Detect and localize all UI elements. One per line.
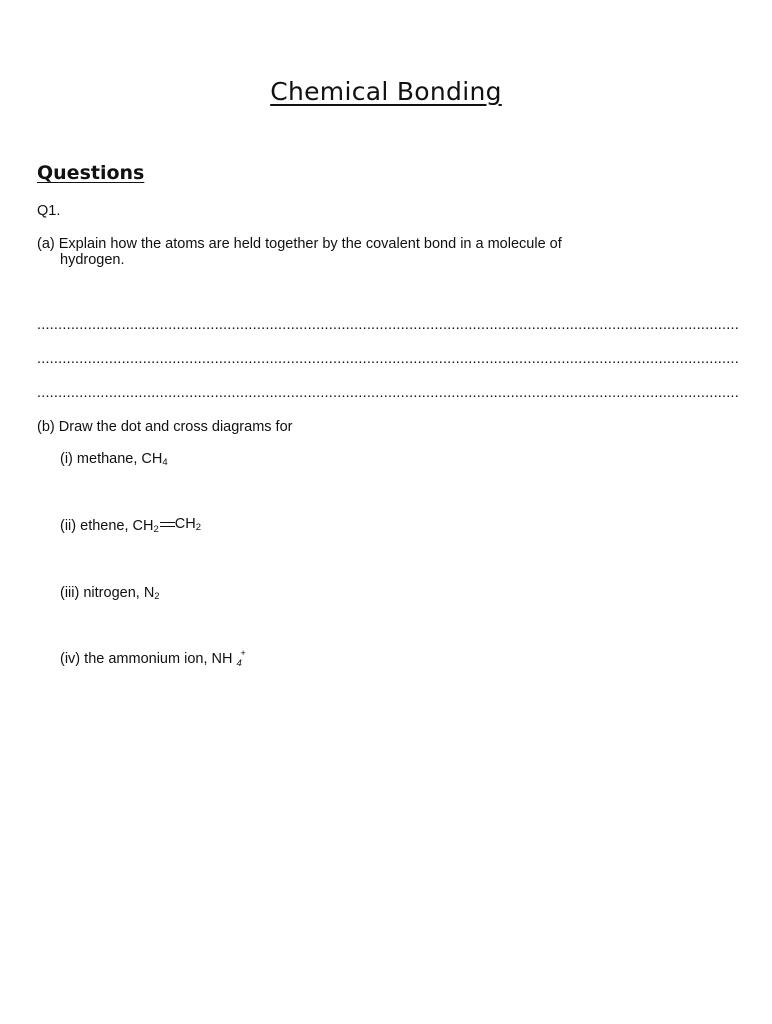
part-b-item-i xyxy=(60,451,168,468)
document-title: Chemical Bonding xyxy=(270,77,502,106)
item-marker: (ii) xyxy=(60,518,77,534)
part-b-question xyxy=(37,419,292,435)
item-subscript-2: 2 xyxy=(195,522,202,533)
ion-charge xyxy=(232,648,246,669)
part-a-question xyxy=(37,236,562,252)
item-text: nitrogen, N xyxy=(83,585,155,601)
part-b-marker: (b) xyxy=(37,419,55,435)
item-text-2: CH xyxy=(174,516,196,532)
part-b-item-iv xyxy=(60,648,246,669)
item-marker: (iv) xyxy=(60,651,81,667)
item-marker: (i) xyxy=(60,451,73,467)
item-text: the ammonium ion, NH xyxy=(84,651,233,667)
answer-line-1: ...................................................................................................................................................................... xyxy=(37,317,739,333)
part-b-item-ii xyxy=(60,518,201,535)
item-subscript: 4 xyxy=(236,658,242,669)
item-subscript: 4 xyxy=(162,457,168,468)
item-subscript: 2 xyxy=(154,591,160,602)
part-a-line-2: hydrogen. xyxy=(60,252,125,268)
item-subscript: 2 xyxy=(153,524,159,535)
question-number: Q1. xyxy=(37,203,61,219)
part-a-marker: (a) xyxy=(37,236,55,252)
section-heading: Questions xyxy=(37,162,145,184)
item-marker: (iii) xyxy=(60,585,80,601)
part-b-text: Draw the dot and cross diagrams for xyxy=(58,419,293,435)
part-b-item-iii xyxy=(60,585,160,602)
answer-line-3: ...................................................................................................................................................................... xyxy=(37,385,739,401)
answer-line-2: ...................................................................................................................................................................... xyxy=(37,351,739,367)
item-text: ethene, CH xyxy=(80,518,154,534)
double-bond-symbol xyxy=(160,522,175,527)
item-superscript: + xyxy=(240,648,246,658)
item-text: methane, CH xyxy=(76,451,163,467)
part-a-line-1: Explain how the atoms are held together by the covalent bond in a molecule of xyxy=(58,236,562,252)
